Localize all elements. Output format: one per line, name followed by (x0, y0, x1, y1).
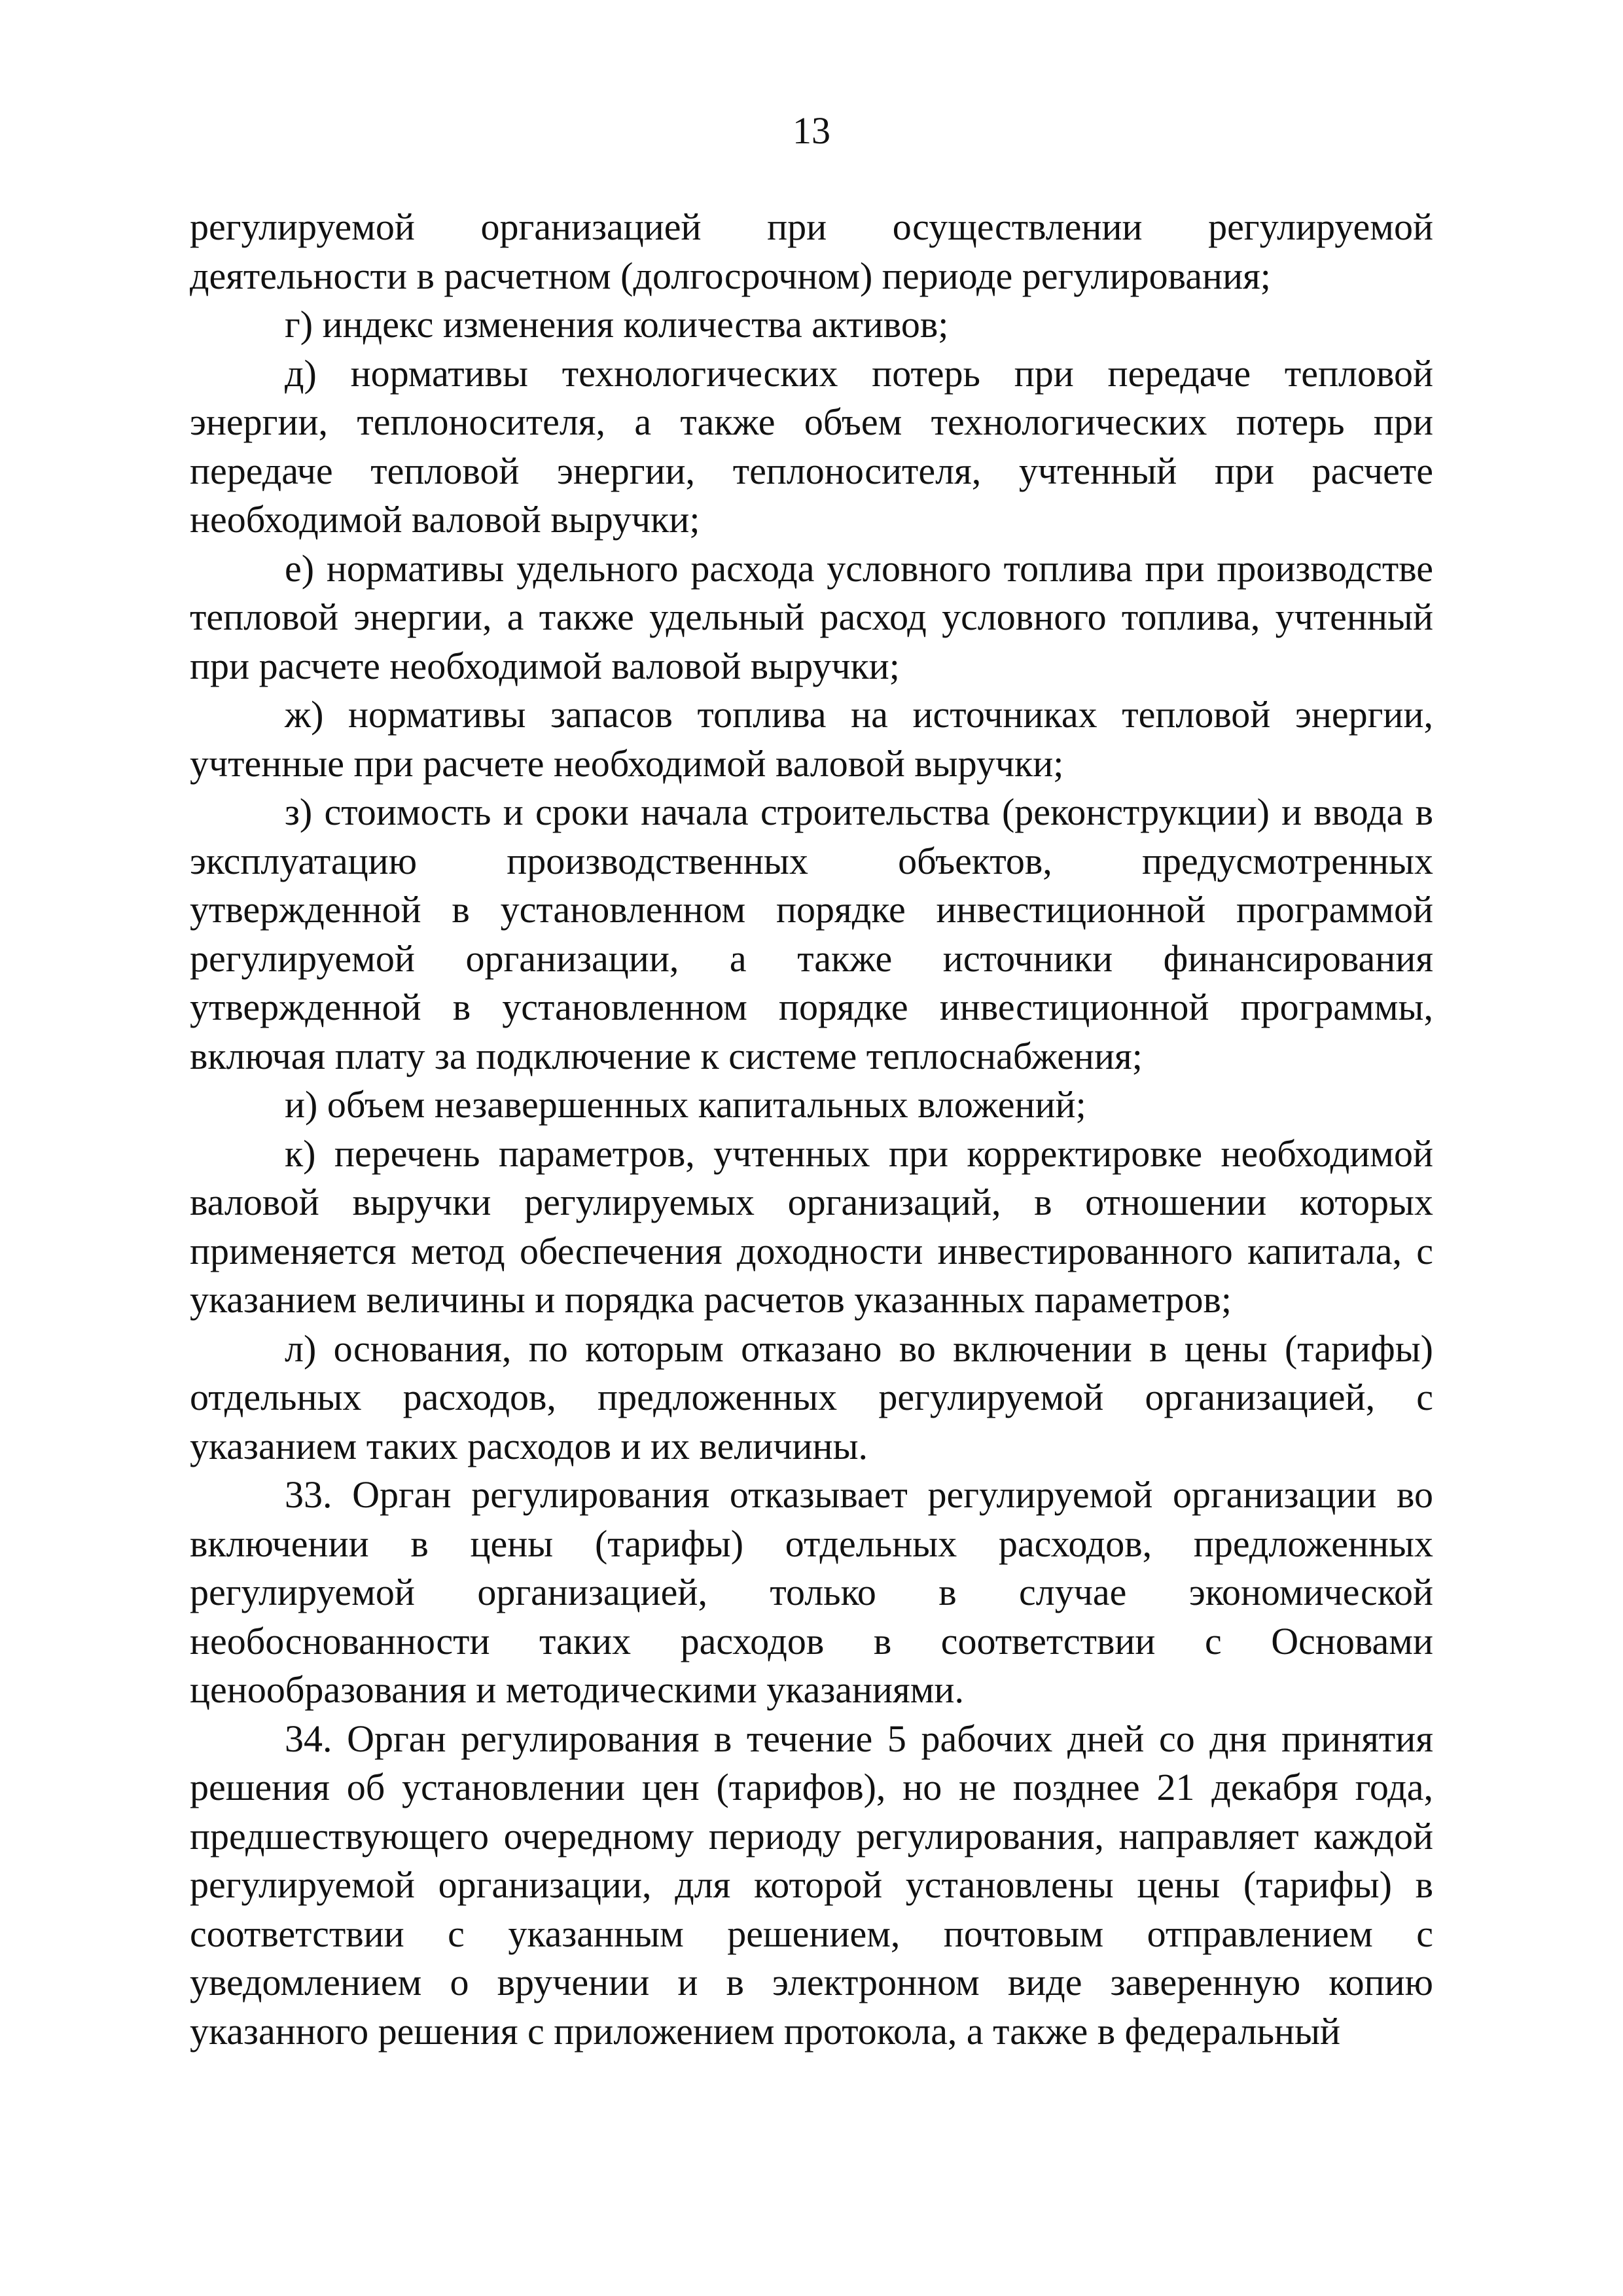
paragraph-item-i: и) объем незавершенных капитальных вложений; (285, 1083, 1086, 1126)
paragraph-item-g: г) индекс изменения количества активов; (285, 303, 949, 346)
paragraph-item-d: д) нормативы технологических потерь при передаче тепловой энергии, теплоносителя, а также объем технологических потерь при передаче тепловой энергии, теплоносителя, учтенный при расчете необходимой валовой выручки; (190, 351, 1433, 541)
paragraph-clause-34: 34. Орган регулирования в течение 5 рабочих дней со дня принятия решения об установлении цен (тарифов), но не позднее 21 декабря года, предшествующего очередному периоду регулирования, направляет каждой регулируемой организации, для которой установлены цены (тарифы) в соответствии с указанным решением, почтовым отправлением с уведомлением о вручении и в электронном виде заверенную копию указанного решения с приложением протокола, а также в федеральный (190, 1717, 1433, 2053)
paragraph-continuation: регулируемой организацией при осуществлении регулируемой деятельности в расчетном (долгосрочном) периоде регулирования; (190, 206, 1433, 297)
paragraph-item-z: з) стоимость и сроки начала строительства (реконструкции) и ввода в эксплуатацию производственных объектов, предусмотренных утвержденной в установленном порядке инвестиционной программой регулируемой организации, а также источники финансирования утвержденной в установленном порядке инвестиционной программы, включая плату за подключение к системе теплоснабжения; (190, 791, 1433, 1077)
paragraph-item-l: л) основания, по которым отказано во включении в цены (тарифы) отдельных расходов, предложенных регулируемой организацией, с указанием таких расходов и их величины. (190, 1327, 1433, 1467)
paragraph-clause-33: 33. Орган регулирования отказывает регулируемой организации во включении в цены (тарифы) отдельных расходов, предложенных регулируемой организацией, только в случае экономической необоснованности таких расходов в соответствии с Основами ценообразования и методическими указаниями. (190, 1473, 1433, 1711)
paragraph-item-zh: ж) нормативы запасов топлива на источниках тепловой энергии, учтенные при расчете необходимой валовой выручки; (190, 693, 1433, 785)
page-number: 13 (793, 109, 830, 152)
paragraph-item-e: е) нормативы удельного расхода условного топлива при производстве тепловой энергии, а также удельный расход условного топлива, учтенный при расчете необходимой валовой выручки; (190, 547, 1433, 687)
paragraph-item-k: к) перечень параметров, учтенных при корректировке необходимой валовой выручки регулируемых организаций, в отношении которых применяется метод обеспечения доходности инвестированного капитала, с указанием величины и порядка расчетов указанных параметров; (190, 1132, 1433, 1321)
document-body (190, 203, 1433, 2056)
